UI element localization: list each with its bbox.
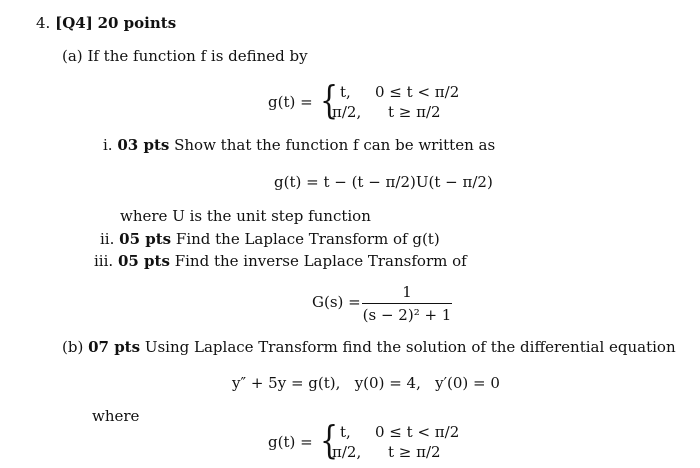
piecewise-row1-condition: 0 ≤ t < π/2 [375, 423, 460, 441]
gs-denominator: (s − 2)² + 1 [362, 306, 452, 324]
part-b-points: 07 pts [88, 338, 141, 356]
piecewise-row1-value: t, [340, 83, 351, 101]
item-iii-points: 05 pts [117, 252, 170, 270]
piecewise-definition-b [268, 418, 488, 462]
part-b-label: (b) [62, 338, 84, 356]
piecewise-definition-a [268, 78, 488, 122]
problem-points: 20 points [97, 14, 177, 32]
where-label: where [92, 407, 140, 425]
problem-header [36, 14, 176, 32]
fraction-bar [362, 303, 452, 304]
item-i-text: Show that the function f can be written as [174, 136, 496, 154]
item-i-note: where U is the unit step function [120, 207, 371, 225]
gs-numerator: 1 [402, 283, 412, 301]
item-iii [94, 252, 467, 270]
piecewise-row2-value: π/2, [332, 103, 362, 121]
item-ii [100, 230, 440, 248]
item-ii-label: ii. [100, 230, 115, 248]
part-b-text: Using Laplace Transform find the solution of the differential equation [144, 338, 676, 356]
piecewise-row1-condition: 0 ≤ t < π/2 [375, 83, 460, 101]
item-ii-points: 05 pts [119, 230, 172, 248]
problem-tag: [Q4] [55, 14, 93, 32]
piecewise-row1-value: t, [340, 423, 351, 441]
gs-fraction [362, 283, 452, 324]
left-brace: { [320, 78, 339, 122]
item-i [103, 136, 495, 154]
part-a-label: (a) [62, 47, 83, 65]
piecewise-row2-condition: t ≥ π/2 [388, 103, 441, 121]
gs-lhs: G(s) = [312, 293, 361, 311]
item-i-label: i. [103, 136, 113, 154]
piecewise-lhs: g(t) = [268, 93, 313, 111]
part-b-intro [62, 338, 676, 356]
item-iii-text: Find the inverse Laplace Transform of [174, 252, 467, 270]
problem-number: 4. [36, 14, 51, 32]
step-function-equation: g(t) = t − (t − π/2)U(t − π/2) [274, 173, 493, 191]
item-ii-text: Find the Laplace Transform of g(t) [175, 230, 440, 248]
piecewise-lhs: g(t) = [268, 433, 313, 451]
part-a-intro [62, 47, 308, 65]
differential-equation: y″ + 5y = g(t), y(0) = 4, y′(0) = 0 [232, 374, 500, 392]
piecewise-row2-condition: t ≥ π/2 [388, 443, 441, 461]
item-i-points: 03 pts [117, 136, 170, 154]
left-brace: { [320, 418, 339, 462]
item-iii-label: iii. [94, 252, 114, 270]
piecewise-row2-value: π/2, [332, 443, 362, 461]
part-a-intro-text: If the function f is defined by [87, 47, 308, 65]
